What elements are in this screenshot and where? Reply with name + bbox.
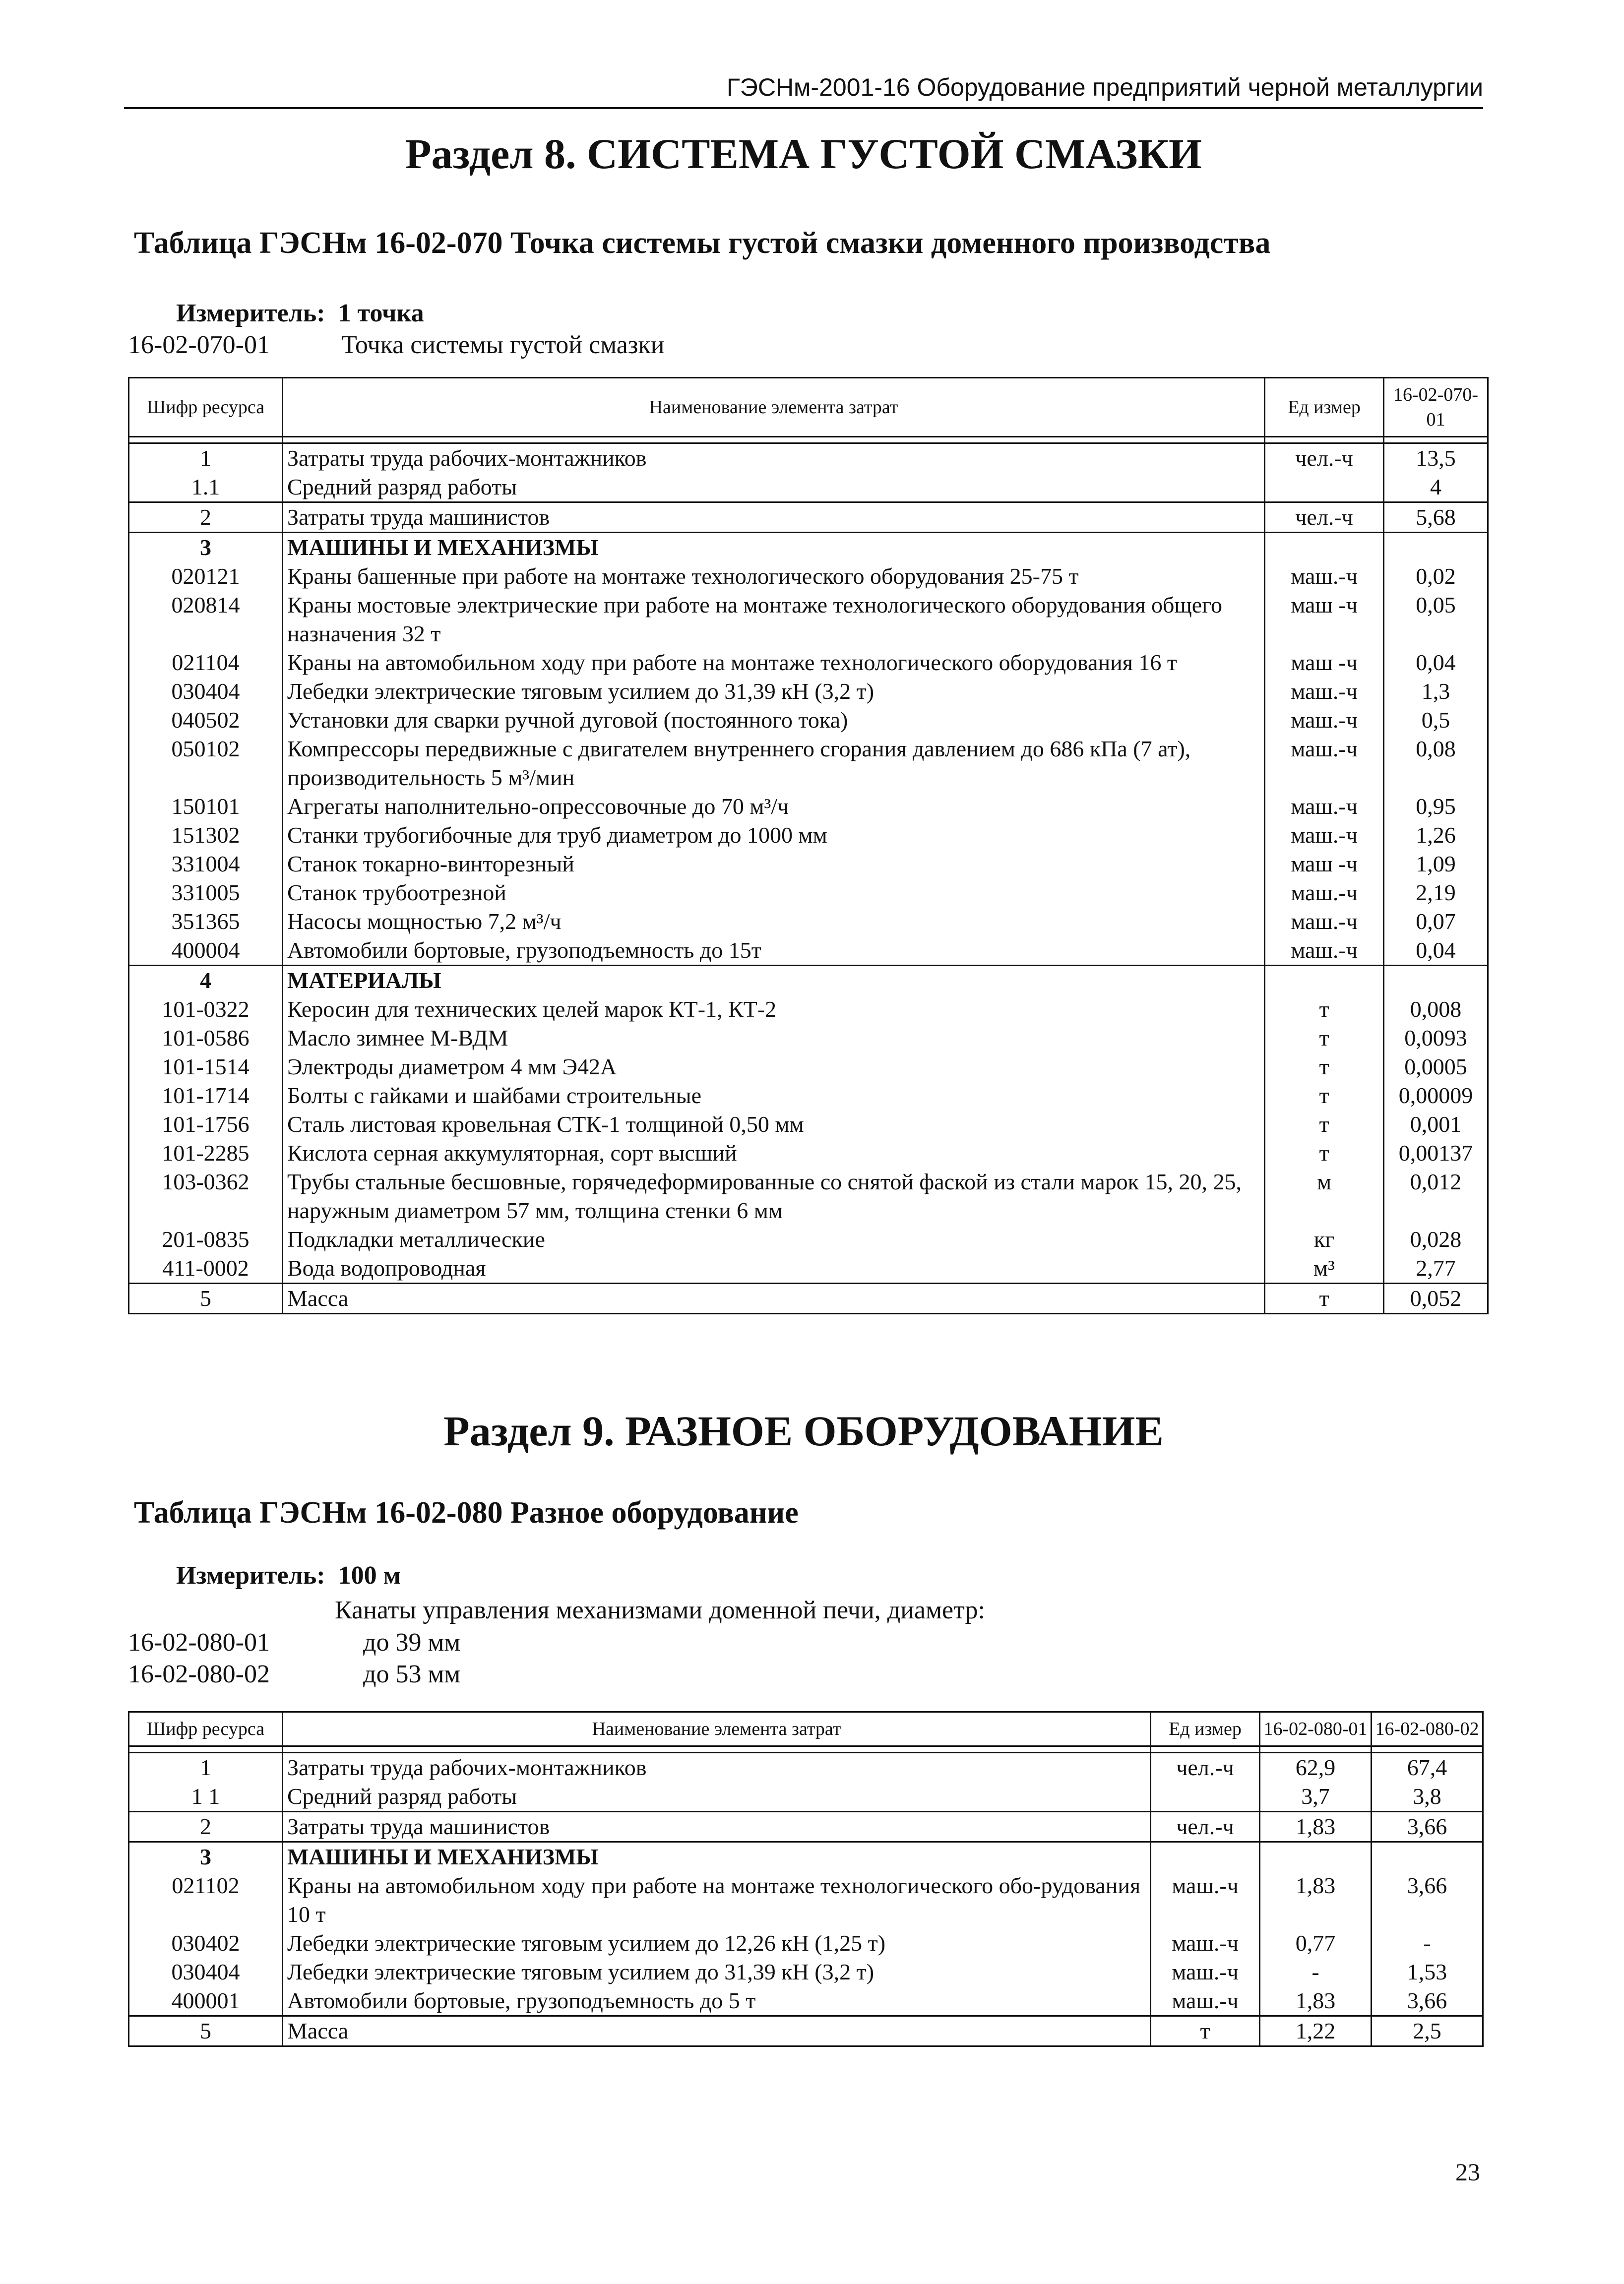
table-row	[129, 1986, 1483, 2016]
cell-unit	[1265, 473, 1384, 502]
cell-name: Краны мостовые электрические при работе на монтаже технологического оборудования общего назначения 32 т	[283, 591, 1265, 648]
cell-v1: 0,028	[1384, 1225, 1488, 1254]
cell-name: Подкладки металлические	[283, 1225, 1265, 1254]
cell-v2	[1372, 1842, 1483, 1872]
cell-code: 5	[129, 2016, 283, 2046]
table-row	[129, 2016, 1483, 2046]
cell-v1: 1,3	[1384, 677, 1488, 706]
item-code-080-02: 16-02-080-02	[128, 1660, 270, 1688]
cell-code: 020814	[129, 591, 283, 648]
cell-v2: 1,53	[1372, 1958, 1483, 1986]
col-header-name: Наименование элемента затрат	[283, 1712, 1151, 1746]
cell-code: 020121	[129, 562, 283, 591]
table-row	[129, 1782, 1483, 1812]
cell-unit: маш.-ч	[1265, 706, 1384, 735]
cell-unit: т	[1265, 1024, 1384, 1052]
cell-unit: маш.-ч	[1151, 1871, 1260, 1929]
cell-name: Средний разряд работы	[283, 473, 1265, 502]
cell-v1: 0,001	[1384, 1110, 1488, 1139]
cell-code: 201-0835	[129, 1225, 283, 1254]
cell-unit: т	[1265, 995, 1384, 1024]
measure-line-080	[176, 1560, 401, 1592]
cell-code: 030402	[129, 1929, 283, 1958]
table-row	[129, 562, 1488, 591]
table-row	[129, 735, 1488, 792]
cell-code: 021104	[129, 648, 283, 677]
measure-value: 1 точка	[338, 299, 424, 327]
cell-unit	[1151, 1842, 1260, 1872]
item-name-080-02: до 53 мм	[363, 1660, 461, 1688]
cell-unit: т	[1265, 1081, 1384, 1110]
cell-unit: маш.-ч	[1265, 936, 1384, 966]
cell-code: 3	[129, 1842, 283, 1872]
table-row	[129, 1052, 1488, 1081]
table-row	[129, 821, 1488, 850]
cell-name: Масса	[283, 1284, 1265, 1314]
cell-name: Керосин для технических целей марок КТ-1, КТ-2	[283, 995, 1265, 1024]
cell-v1: 13,5	[1384, 443, 1488, 473]
item-name-080-01: до 39 мм	[363, 1628, 461, 1657]
cell-v1	[1384, 533, 1488, 562]
cell-name: Затраты труда машинистов	[283, 1812, 1151, 1842]
item-code-080-01: 16-02-080-01	[128, 1628, 270, 1657]
cell-v1: 0,0093	[1384, 1024, 1488, 1052]
cell-unit	[1265, 966, 1384, 995]
measure-label: Измеритель:	[176, 1561, 325, 1590]
cell-unit: маш.-ч	[1265, 792, 1384, 821]
table-row	[129, 677, 1488, 706]
col-header-v1: 16-02-070-01	[1384, 378, 1488, 437]
table-row	[129, 1024, 1488, 1052]
cell-name: Лебедки электрические тяговым усилием до 31,39 кН (3,2 т)	[283, 1958, 1151, 1986]
cell-name: Агрегаты наполнительно-опрессовочные до 70 м³/ч	[283, 792, 1265, 821]
cell-v1: 0,0005	[1384, 1052, 1488, 1081]
cell-unit: маш.-ч	[1265, 735, 1384, 792]
cell-code: 030404	[129, 1958, 283, 1986]
cell-code: 400001	[129, 1986, 283, 2016]
cell-name: Затраты труда рабочих-монтажников	[283, 443, 1265, 473]
cell-v1: 0,95	[1384, 792, 1488, 821]
cell-unit: чел.-ч	[1151, 1753, 1260, 1783]
cell-name: Лебедки электрические тяговым усилием до 12,26 кН (1,25 т)	[283, 1929, 1151, 1958]
table-row	[129, 1254, 1488, 1284]
cell-v1: 0,04	[1384, 936, 1488, 966]
cell-v1: 0,5	[1384, 706, 1488, 735]
cell-code: 1	[129, 1753, 283, 1783]
table-row	[129, 936, 1488, 966]
cell-v1: -	[1260, 1958, 1372, 1986]
cell-code: 021102	[129, 1871, 283, 1929]
table-16-02-070-title: Таблица ГЭСНм 16-02-070 Точка системы густой смазки доменного производства	[134, 226, 1271, 260]
col-header-code: Шифр ресурса	[129, 378, 283, 437]
cell-code: 351365	[129, 907, 283, 936]
cell-unit: маш.-ч	[1151, 1958, 1260, 1986]
cell-code: 150101	[129, 792, 283, 821]
cell-code: 101-1714	[129, 1081, 283, 1110]
cell-unit: чел.-ч	[1265, 443, 1384, 473]
cell-unit: чел.-ч	[1151, 1812, 1260, 1842]
cell-name: Масса	[283, 2016, 1151, 2046]
table-row	[129, 1139, 1488, 1168]
cell-name: Краны башенные при работе на монтаже технологического оборудования 25-75 т	[283, 562, 1265, 591]
table-row	[129, 473, 1488, 502]
table-row	[129, 792, 1488, 821]
cell-name: Кислота серная аккумуляторная, сорт высший	[283, 1139, 1265, 1168]
cell-name: Компрессоры передвижные с двигателем внутреннего сгорания давлением до 686 кПа (7 ат), производительность 5 м³/мин	[283, 735, 1265, 792]
cell-name: Краны на автомобильном ходу при работе на монтаже технологического обо-рудования 10 т	[283, 1871, 1151, 1929]
cell-code: 101-0322	[129, 995, 283, 1024]
cell-code: 2	[129, 502, 283, 533]
table-row	[129, 443, 1488, 473]
cell-name: Затраты труда рабочих-монтажников	[283, 1753, 1151, 1783]
item-code-070-01: 16-02-070-01	[128, 331, 270, 359]
table-row	[129, 995, 1488, 1024]
table-row	[129, 907, 1488, 936]
cell-v1: 1,26	[1384, 821, 1488, 850]
cell-unit	[1265, 533, 1384, 562]
cell-v1: 0,02	[1384, 562, 1488, 591]
cell-v1: 1,83	[1260, 1812, 1372, 1842]
cell-v1: 0,77	[1260, 1929, 1372, 1958]
cell-v1: 1,09	[1384, 850, 1488, 878]
cell-v1: 0,008	[1384, 995, 1488, 1024]
cell-name: Масло зимнее М-ВДМ	[283, 1024, 1265, 1052]
cell-unit: м³	[1265, 1254, 1384, 1284]
cell-unit: т	[1265, 1052, 1384, 1081]
page-number: 23	[1455, 2158, 1480, 2186]
measure-label: Измеритель:	[176, 299, 325, 327]
table-row	[129, 1081, 1488, 1110]
cell-unit: маш.-ч	[1265, 821, 1384, 850]
cell-name: Сталь листовая кровельная СТК-1 толщиной 0,50 мм	[283, 1110, 1265, 1139]
col-header-code: Шифр ресурса	[129, 1712, 283, 1746]
cell-code: 331004	[129, 850, 283, 878]
cell-code: 101-2285	[129, 1139, 283, 1168]
cell-v1: 0,052	[1384, 1284, 1488, 1314]
cell-v1: 62,9	[1260, 1753, 1372, 1783]
cell-v1: 0,04	[1384, 648, 1488, 677]
cell-v1	[1260, 1842, 1372, 1872]
table-row	[129, 1871, 1483, 1929]
cell-name: МАТЕРИАЛЫ	[283, 966, 1265, 995]
cell-code: 2	[129, 1812, 283, 1842]
cell-name: Трубы стальные бесшовные, горячедеформированные со снятой фаской из стали марок 15, 20, 25, наружным диаметром 57 мм, толщина стенки 6 мм	[283, 1168, 1265, 1225]
measure-line-070	[176, 298, 424, 329]
cell-unit: т	[1265, 1139, 1384, 1168]
cell-name: Станок токарно-винторезный	[283, 850, 1265, 878]
cell-code: 411-0002	[129, 1254, 283, 1284]
cell-name: Станок трубоотрезной	[283, 878, 1265, 907]
cell-unit: т	[1151, 2016, 1260, 2046]
group-caption: Канаты управления механизмами доменной печи, диаметр:	[335, 1596, 985, 1624]
cell-code: 1 1	[129, 1782, 283, 1812]
cell-v1: 0,05	[1384, 591, 1488, 648]
cell-code: 1.1	[129, 473, 283, 502]
col-header-unit: Ед измер	[1265, 378, 1384, 437]
cell-code: 400004	[129, 936, 283, 966]
col-header-v1: 16-02-080-01	[1260, 1712, 1372, 1746]
table-row	[129, 850, 1488, 878]
cell-name: Автомобили бортовые, грузоподъемность до 15т	[283, 936, 1265, 966]
table-row	[129, 502, 1488, 533]
cell-v2: 3,66	[1372, 1986, 1483, 2016]
cell-unit: м	[1265, 1168, 1384, 1225]
cell-code: 4	[129, 966, 283, 995]
cell-unit: маш.-ч	[1265, 907, 1384, 936]
cell-code: 101-0586	[129, 1024, 283, 1052]
cell-v1: 0,08	[1384, 735, 1488, 792]
cell-code: 101-1756	[129, 1110, 283, 1139]
table-row	[129, 1929, 1483, 1958]
cell-unit	[1151, 1782, 1260, 1812]
cell-name: Вода водопроводная	[283, 1254, 1265, 1284]
cell-v2: 3,66	[1372, 1871, 1483, 1929]
cell-v1: 2,77	[1384, 1254, 1488, 1284]
running-header: ГЭСНм-2001-16 Оборудование предприятий черной металлургии	[124, 69, 1483, 109]
cell-name: Электроды диаметром 4 мм Э42А	[283, 1052, 1265, 1081]
table-16-02-080-title: Таблица ГЭСНм 16-02-080 Разное оборудование	[134, 1496, 799, 1530]
table-row	[129, 1753, 1483, 1783]
resource-table-16-02-080	[128, 1711, 1484, 2047]
col-header-name: Наименование элемента затрат	[283, 378, 1265, 437]
cell-unit: маш.-ч	[1151, 1929, 1260, 1958]
cell-unit: маш -ч	[1265, 850, 1384, 878]
table-row	[129, 966, 1488, 995]
cell-code: 050102	[129, 735, 283, 792]
cell-code: 030404	[129, 677, 283, 706]
cell-code: 3	[129, 533, 283, 562]
section-9-title: Раздел 9. РАЗНОЕ ОБОРУДОВАНИЕ	[443, 1407, 1164, 1455]
cell-name: МАШИНЫ И МЕХАНИЗМЫ	[283, 533, 1265, 562]
cell-unit: чел.-ч	[1265, 502, 1384, 533]
cell-code: 103-0362	[129, 1168, 283, 1225]
cell-unit: т	[1265, 1110, 1384, 1139]
resource-table-16-02-070	[128, 377, 1489, 1314]
cell-v2: 67,4	[1372, 1753, 1483, 1783]
table-row	[129, 1842, 1483, 1872]
cell-code: 1	[129, 443, 283, 473]
cell-v1	[1384, 966, 1488, 995]
table-row	[129, 1812, 1483, 1842]
table-row	[129, 1958, 1483, 1986]
cell-code: 151302	[129, 821, 283, 850]
cell-v1: 5,68	[1384, 502, 1488, 533]
table-row	[129, 878, 1488, 907]
cell-unit: маш.-ч	[1151, 1986, 1260, 2016]
cell-v1: 0,00137	[1384, 1139, 1488, 1168]
cell-v1: 1,83	[1260, 1871, 1372, 1929]
col-header-unit: Ед измер	[1151, 1712, 1260, 1746]
cell-code: 5	[129, 1284, 283, 1314]
cell-name: МАШИНЫ И МЕХАНИЗМЫ	[283, 1842, 1151, 1872]
cell-name: Автомобили бортовые, грузоподъемность до 5 т	[283, 1986, 1151, 2016]
cell-v1: 0,012	[1384, 1168, 1488, 1225]
item-name-070-01: Точка системы густой смазки	[341, 331, 665, 359]
section-8-title: Раздел 8. СИСТЕМА ГУСТОЙ СМАЗКИ	[405, 130, 1202, 178]
measure-value: 100 м	[338, 1561, 401, 1590]
cell-unit: маш.-ч	[1265, 878, 1384, 907]
cell-v2: 3,66	[1372, 1812, 1483, 1842]
cell-v1: 1,22	[1260, 2016, 1372, 2046]
cell-v2: 2,5	[1372, 2016, 1483, 2046]
cell-code: 101-1514	[129, 1052, 283, 1081]
table-row	[129, 706, 1488, 735]
cell-v1: 0,07	[1384, 907, 1488, 936]
cell-v1: 1,83	[1260, 1986, 1372, 2016]
cell-unit: маш.-ч	[1265, 677, 1384, 706]
cell-v2: 3,8	[1372, 1782, 1483, 1812]
cell-v2: -	[1372, 1929, 1483, 1958]
cell-unit: маш -ч	[1265, 591, 1384, 648]
cell-name: Затраты труда машинистов	[283, 502, 1265, 533]
table-row	[129, 533, 1488, 562]
cell-name: Насосы мощностью 7,2 м³/ч	[283, 907, 1265, 936]
table-row	[129, 648, 1488, 677]
table-row	[129, 1110, 1488, 1139]
cell-name: Установки для сварки ручной дуговой (постоянного тока)	[283, 706, 1265, 735]
cell-v1: 4	[1384, 473, 1488, 502]
cell-unit: т	[1265, 1284, 1384, 1314]
table-row	[129, 1284, 1488, 1314]
col-header-v2: 16-02-080-02	[1372, 1712, 1483, 1746]
table-row	[129, 591, 1488, 648]
cell-name: Болты с гайками и шайбами строительные	[283, 1081, 1265, 1110]
cell-unit: маш -ч	[1265, 648, 1384, 677]
table-row	[129, 1225, 1488, 1254]
cell-code: 040502	[129, 706, 283, 735]
cell-v1: 0,00009	[1384, 1081, 1488, 1110]
cell-v1: 2,19	[1384, 878, 1488, 907]
cell-unit: кг	[1265, 1225, 1384, 1254]
cell-v1: 3,7	[1260, 1782, 1372, 1812]
cell-unit: маш.-ч	[1265, 562, 1384, 591]
cell-name: Средний разряд работы	[283, 1782, 1151, 1812]
cell-name: Станки трубогибочные для труб диаметром до 1000 мм	[283, 821, 1265, 850]
cell-name: Лебедки электрические тяговым усилием до 31,39 кН (3,2 т)	[283, 677, 1265, 706]
cell-name: Краны на автомобильном ходу при работе на монтаже технологического оборудования 16 т	[283, 648, 1265, 677]
cell-code: 331005	[129, 878, 283, 907]
table-row	[129, 1168, 1488, 1225]
